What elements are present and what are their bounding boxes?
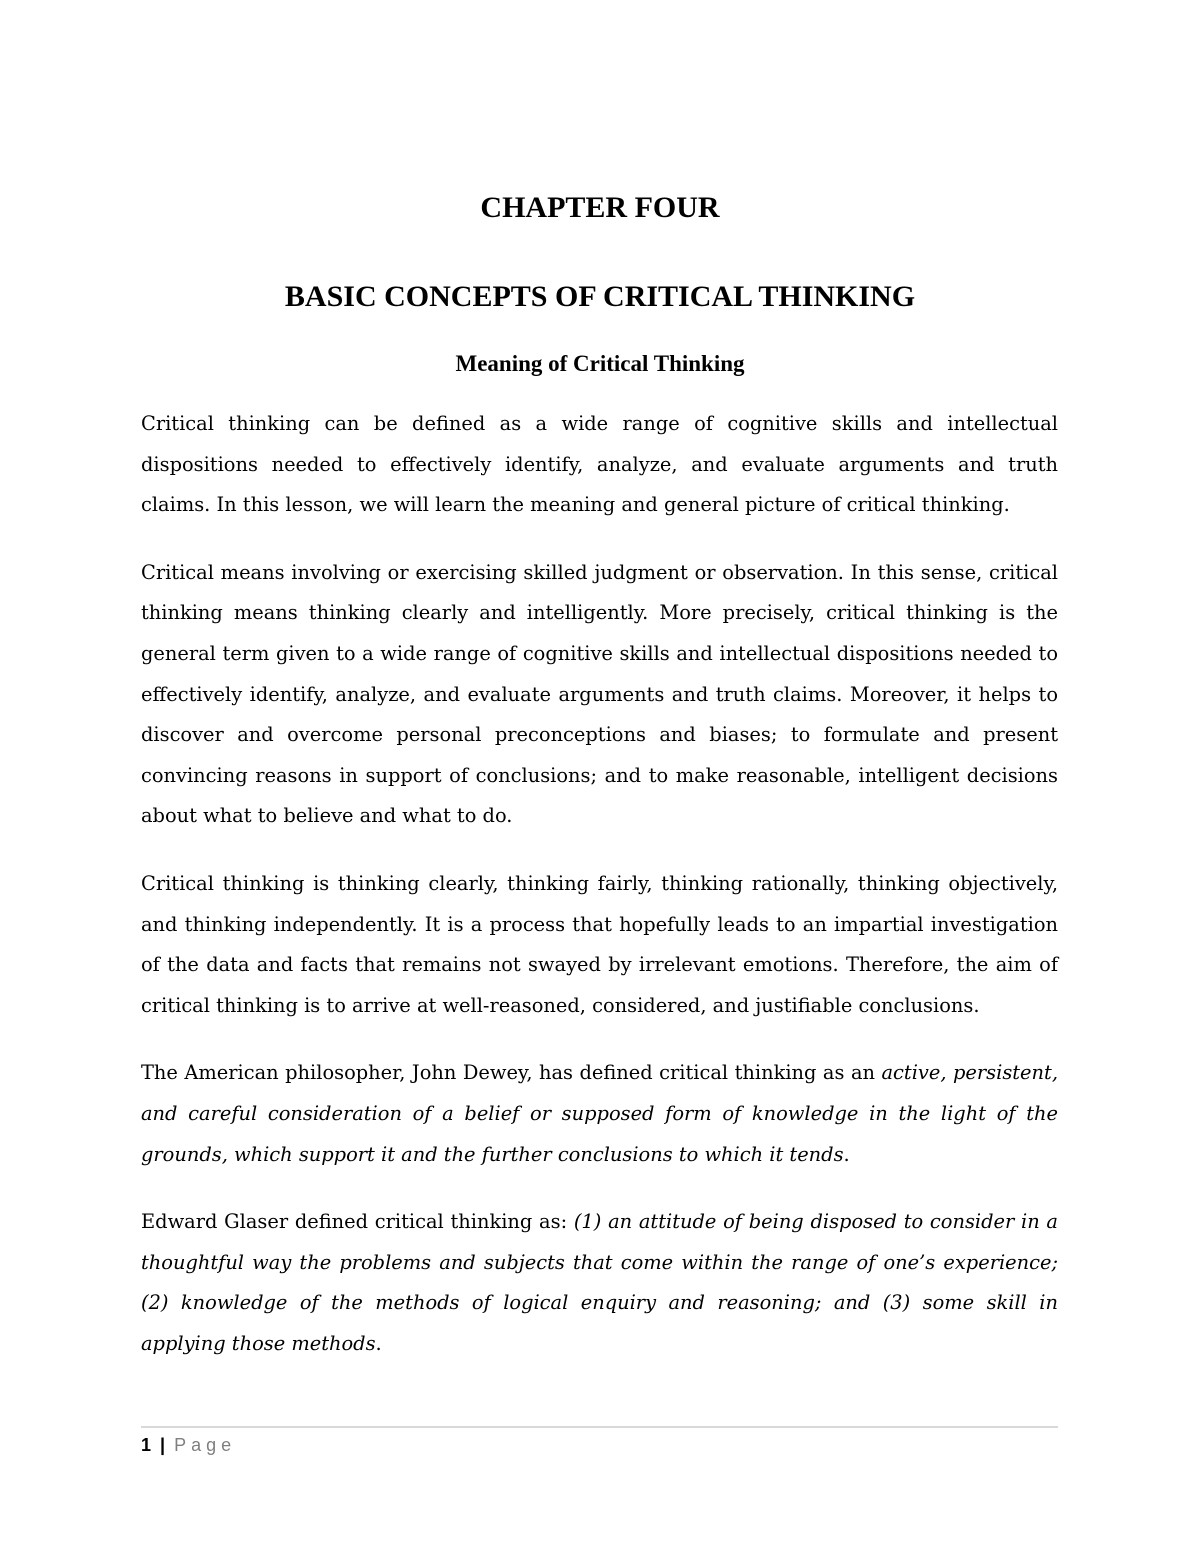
paragraph-clear-thinking: Critical thinking is thinking clearly, thinking fairly, thinking rationally, thinking objectively, and thinking independently. It is a process that hopefully leads to an impartial investigation of the data and facts that remains not swayed by irrelevant emotions. Therefore, the aim of critical thinking is to arrive at well-reasoned, considered, and justifiable conclusions. [141,871,1058,1017]
page-label: Page [174,1435,237,1455]
dewey-end: . [843,1142,850,1166]
document-title: BASIC CONCEPTS OF CRITICAL THINKING [284,280,916,313]
paragraph-dewey [141,1053,1058,1175]
section-heading: Meaning of Critical Thinking [455,351,745,376]
glaser-lead: Edward Glaser defined critical thinking as: [141,1210,574,1234]
chapter-title: CHAPTER FOUR [480,191,720,224]
paragraph-definition: Critical thinking can be defined as a wide range of cognitive skills and intellectual dispositions needed to effectively identify, analyze, and evaluate arguments and truth claims. In this lesson, we will learn the meaning and general picture of critical thinking. [141,412,1058,517]
page-footer [141,1432,236,1458]
footer-divider [141,1426,1058,1428]
dewey-lead: The American philosopher, John Dewey, has defined critical thinking as an [141,1061,882,1085]
glaser-quote: (1) an attitude of being disposed to consider in a thoughtful way the problems and subjects that come within the range of one’s experience; (2) knowledge of the methods of logical enquiry and reasoning; and (3) some skill in applying those methods [141,1210,1058,1355]
page-number: 1 [141,1435,152,1455]
page-separator: | [160,1435,166,1455]
paragraph-critical-meaning: Critical means involving or exercising skilled judgment or observation. In this sense, critical thinking means thinking clearly and intelligently. More precisely, critical thinking is the general term given to a wide range of cognitive skills and intellectual dispositions needed to effectively identify, analyze, and evaluate arguments and truth claims. Moreover, it helps to discover and overcome personal preconceptions and biases; to formulate and present convincing reasons in support of conclusions; and to make reasonable, intelligent decisions about what to believe and what to do. [141,560,1058,828]
dewey-quote: active, persistent, and careful consideration of a belief or supposed form of knowledge in the light of the grounds, which support it and the further conclusions to which it tends [141,1061,1058,1166]
document-body [141,404,1058,1391]
paragraph-glaser [141,1202,1058,1364]
glaser-end: . [375,1331,382,1355]
